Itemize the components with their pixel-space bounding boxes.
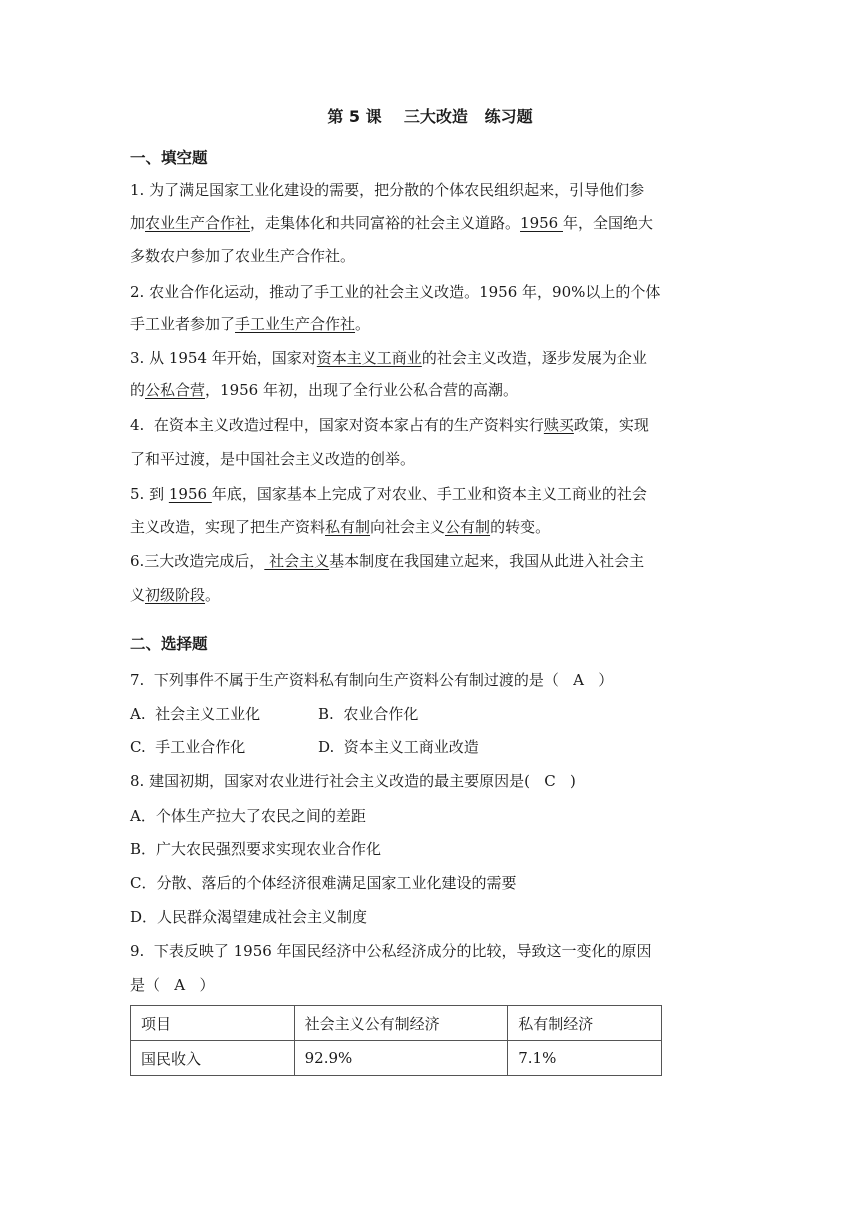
q5-line2 (130, 517, 550, 537)
q8-option-c: C．分散、落后的个体经济很难满足国家工业化建设的需要 (130, 874, 517, 892)
q4-line1 (130, 415, 649, 435)
answer-blank: 1956 (168, 485, 212, 503)
text: 6.三大改造完成后， (130, 552, 265, 570)
q8-option-a: A．个体生产拉大了农民之间的差距 (130, 807, 366, 825)
text: 基本制度在我国建立起来，我国从此进入社会主 (329, 552, 645, 570)
text: 义 (130, 586, 146, 604)
table-row (131, 1041, 662, 1076)
q9-stem-line2: 是（ A ） (130, 976, 215, 994)
answer-blank: 社会主义 (264, 552, 330, 570)
text: 政策，实现 (573, 416, 649, 434)
answer-blank: 赎买 (543, 416, 574, 434)
text: 加 (130, 214, 146, 232)
table-header-cell: 私有制经济 (508, 1006, 662, 1041)
text: 的转变。 (490, 518, 551, 536)
q8-option-d: D．人民群众渴望建成社会主义制度 (130, 908, 368, 926)
table-cell: 7.1% (508, 1041, 662, 1076)
q8-option-b: B．广大农民强烈要求实现农业合作化 (130, 840, 382, 858)
section-heading-fill-blank: 一、填空题 (130, 149, 208, 167)
text: 5. 到 (130, 485, 169, 503)
q1-line3: 多数农户参加了农业生产合作社。 (130, 247, 356, 265)
q4-line2: 了和平过渡，是中国社会主义改造的创举。 (130, 450, 416, 468)
q1-line2 (130, 213, 653, 233)
q6-line2 (130, 585, 220, 605)
text: 年底，国家基本上完成了对农业、手工业和资本主义工商业的社会 (211, 485, 647, 503)
q7-option-d: D. 资本主义工商业改造 (318, 738, 479, 756)
table-cell: 92.9% (294, 1041, 508, 1076)
text: 的 (130, 381, 146, 399)
text: 向社会主义 (370, 518, 446, 536)
q9-stem-line1: 9. 下表反映了 1956 年国民经济中公私经济成分的比较，导致这一变化的原因 (130, 942, 652, 960)
answer-blank: 私有制 (325, 518, 371, 536)
answer-blank: 公有制 (445, 518, 491, 536)
answer-blank: 农业生产合作社 (145, 214, 251, 232)
q7-option-a: A. 社会主义工业化 (130, 705, 261, 723)
q7-option-b: B. 农业合作化 (318, 705, 419, 723)
answer-blank: 初级阶段 (145, 586, 206, 604)
text: 。 (205, 586, 221, 604)
text: ，1956 年初，出现了全行业公私合营的高潮。 (205, 381, 518, 399)
section-heading-multiple-choice: 二、选择题 (130, 635, 208, 653)
q2-line2 (130, 314, 370, 334)
page-title: 第 5 课 三大改造 练习题 (327, 107, 533, 126)
answer-blank: 手工业生产合作社 (235, 315, 356, 333)
table-header-row (131, 1006, 662, 1041)
text: 的社会主义改造，逐步发展为企业 (421, 349, 647, 367)
text: ，走集体化和共同富裕的社会主义道路。 (250, 214, 521, 232)
q7-option-c: C. 手工业合作化 (130, 738, 246, 756)
q3-line2 (130, 380, 518, 400)
q5-line1 (130, 484, 647, 504)
table-cell: 国民收入 (131, 1041, 295, 1076)
q7-stem: 7. 下列事件不属于生产资料私有制向生产资料公有制过渡的是（ A ） (130, 671, 614, 689)
economy-comparison-table (130, 1005, 662, 1076)
text: 4. 在资本主义改造过程中，国家对资本家占有的生产资料实行 (130, 416, 544, 434)
table-header-cell: 社会主义公有制经济 (294, 1006, 508, 1041)
q3-line1 (130, 348, 647, 368)
table-header-cell: 项目 (131, 1006, 295, 1041)
text: 年，全国绝大 (563, 214, 654, 232)
answer-blank: 资本主义工商业 (316, 349, 422, 367)
text: 手工业者参加了 (130, 315, 236, 333)
text: 主义改造，实现了把生产资料 (130, 518, 326, 536)
q8-stem: 8. 建国初期，国家对农业进行社会主义改造的最主要原因是( C ) (130, 772, 576, 790)
q2-line1: 2. 农业合作化运动，推动了手工业的社会主义改造。1956 年，90%以上的个体 (130, 283, 661, 301)
text: 3. 从 1954 年开始，国家对 (130, 349, 317, 367)
q1-line1: 1. 为了满足国家工业化建设的需要，把分散的个体农民组织起来，引导他们参 (130, 181, 645, 199)
answer-blank: 公私合营 (145, 381, 206, 399)
q6-line1 (130, 551, 644, 571)
answer-blank: 1956 (520, 214, 563, 232)
text: 。 (355, 315, 371, 333)
